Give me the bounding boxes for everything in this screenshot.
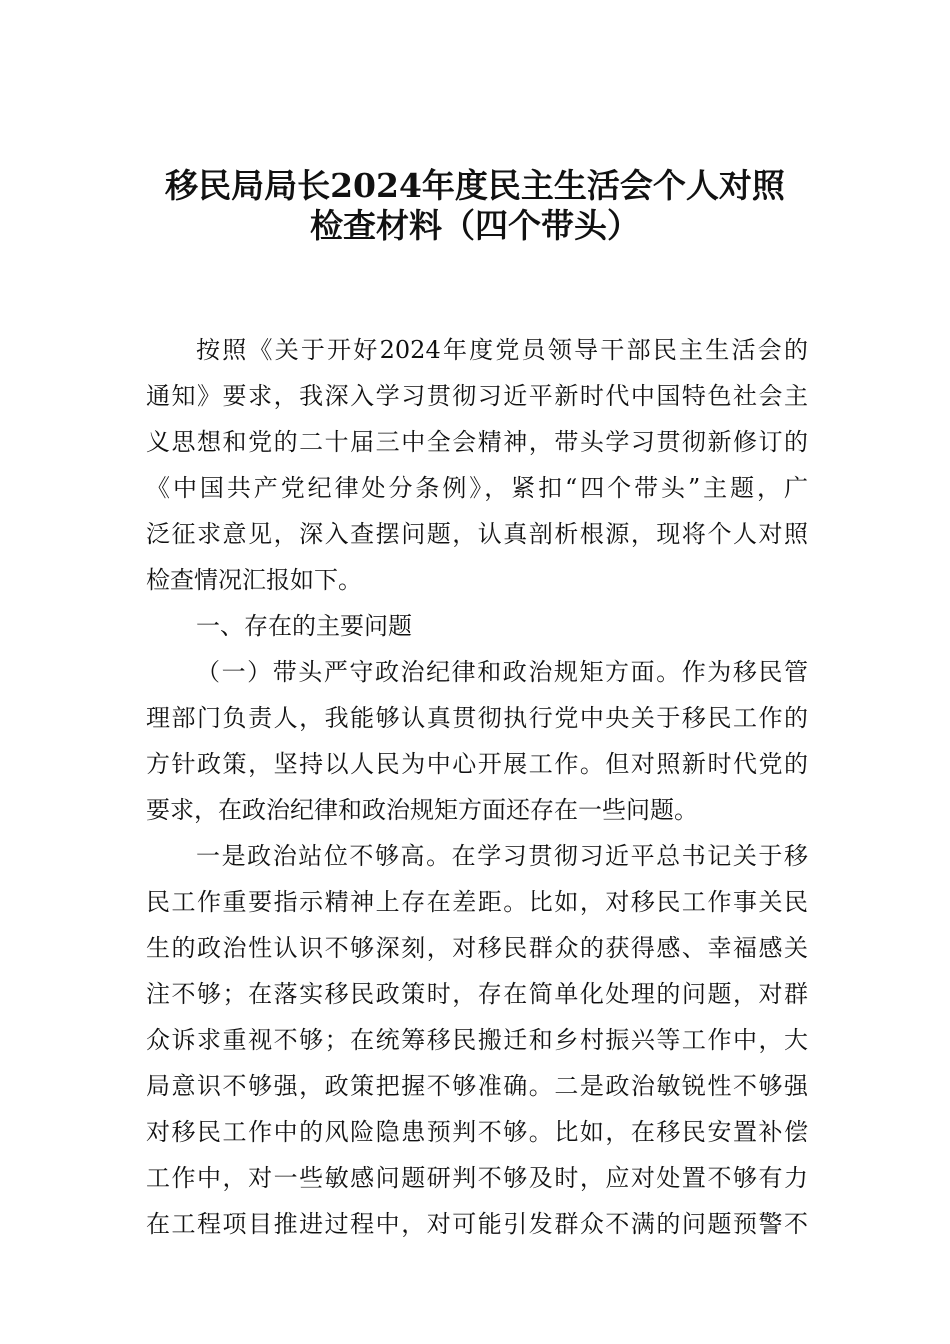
body-text-line: 按照《关于开好2024年度党员领导干部民主生活会的	[196, 336, 808, 364]
body-text-line: 在工程项目推进过程中，对可能引发群众不满的问题预警不	[146, 1210, 808, 1238]
body-text-line: 《中国共产党纪律处分条例》，紧扣“四个带头”主题，广	[146, 474, 808, 502]
body-text-line: 生的政治性认识不够深刻，对移民群众的获得感、幸福感关	[146, 934, 808, 962]
body-text-line: 方针政策，坚持以人民为中心开展工作。但对照新时代党的	[146, 750, 808, 778]
body-text-line: 民工作重要指示精神上存在差距。比如，对移民工作事关民	[146, 888, 808, 916]
body-text-line: 对移民工作中的风险隐患预判不够。比如，在移民安置补偿	[146, 1118, 808, 1146]
body-text-line: 要求，在政治纪律和政治规矩方面还存在一些问题。	[146, 796, 698, 824]
body-text-line: 众诉求重视不够；在统筹移民搬迁和乡村振兴等工作中，大	[146, 1026, 808, 1054]
body-text-line: 检查情况汇报如下。	[146, 566, 362, 594]
section-heading: 一、存在的主要问题	[196, 612, 412, 640]
body-text-line: 注不够；在落实移民政策时，存在简单化处理的问题，对群	[146, 980, 808, 1008]
body-text-line: 义思想和党的二十届三中全会精神，带头学习贯彻新修订的	[146, 428, 808, 456]
body-text-line: （一）带头严守政治纪律和政治规矩方面。作为移民管	[196, 658, 808, 686]
body-text-line: 通知》要求，我深入学习贯彻习近平新时代中国特色社会主	[146, 382, 808, 410]
body-text-line: 工作中，对一些敏感问题研判不够及时，应对处置不够有力	[146, 1164, 808, 1192]
body-text-line: 一是政治站位不够高。在学习贯彻习近平总书记关于移	[196, 842, 808, 870]
document-title-line-2: 检查材料（四个带头）	[310, 206, 640, 245]
body-text-line: 局意识不够强，政策把握不够准确。二是政治敏锐性不够强	[146, 1072, 808, 1100]
document-body	[146, 327, 808, 1247]
body-text-line: 理部门负责人，我能够认真贯彻执行党中央关于移民工作的	[146, 704, 808, 732]
document-title-line-1: 移民局局长2024年度民主生活会个人对照	[165, 166, 785, 205]
body-text-line: 泛征求意见，深入查摆问题，认真剖析根源，现将个人对照	[146, 520, 808, 548]
